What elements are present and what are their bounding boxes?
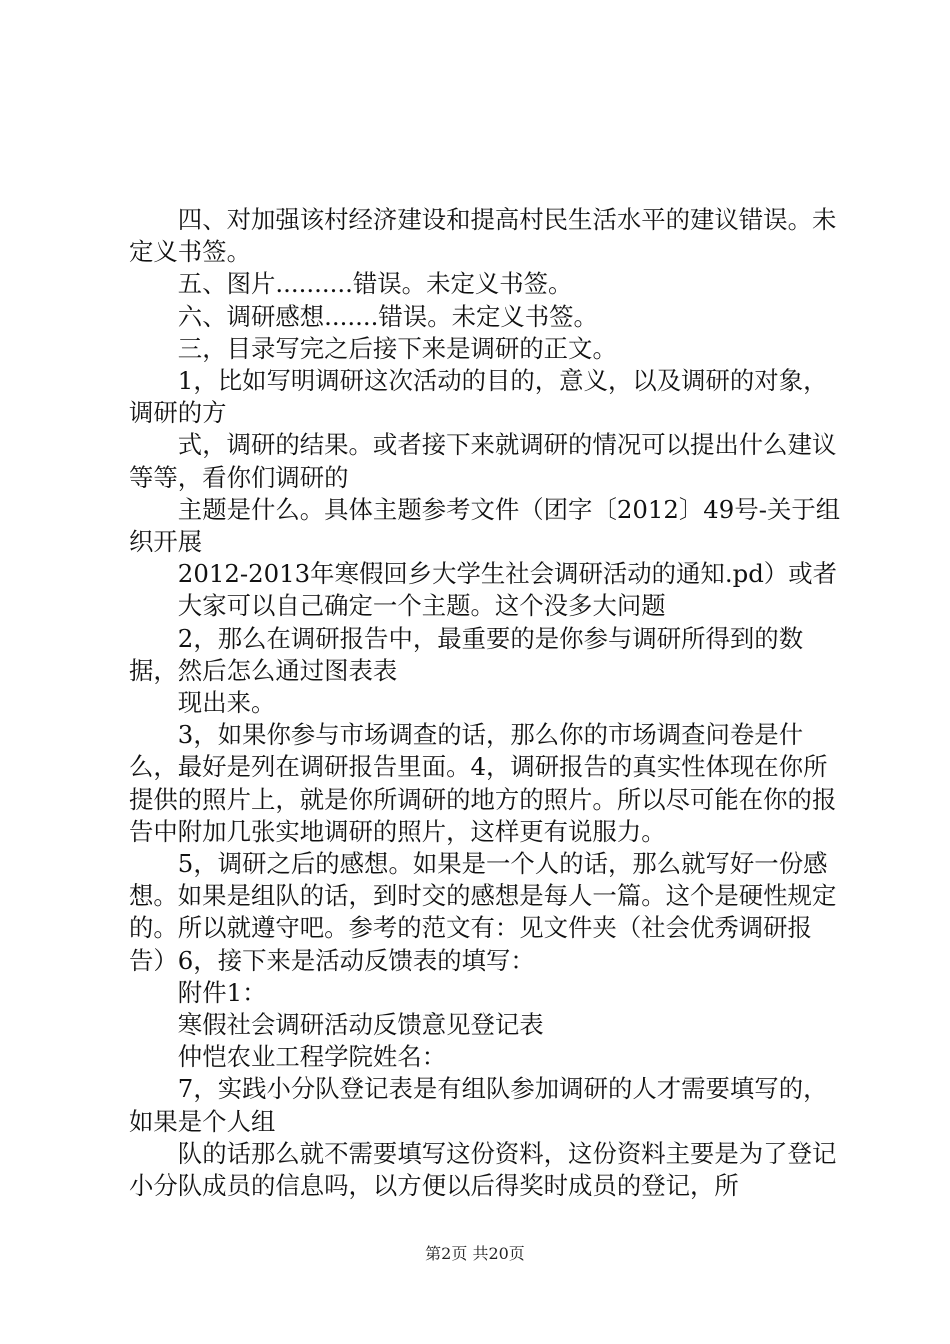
paragraph: 3，如果你参与市场调查的话，那么你的市场调查问卷是什么，最好是列在调研报告里面。4，调研报告的真实性体现在你所提供的照片上，就是你所调研的地方的照片。所以尽可能在你的报告中附加几张实地调研的照片，这样更有说服力。	[129, 720, 837, 846]
paragraph: 六、调研感想.......错误。未定义书签。	[177, 301, 598, 331]
paragraph: 三，目录写完之后接下来是调研的正文。	[177, 333, 617, 363]
paragraph: 1，比如写明调研这次活动的目的，意义，以及调研的对象，调研的方	[129, 366, 828, 428]
paragraph: 主题是什么。具体主题参考文件（团字〔2012〕49号-关于组织开展	[129, 494, 841, 557]
paragraph: 大家可以自己确定一个主题。这个没多大问题	[177, 591, 666, 621]
paragraph: 仲恺农业工程学院姓名：	[177, 1042, 447, 1072]
paragraph: 7，实践小分队登记表是有组队参加调研的人才需要填写的，如果是个人组	[129, 1074, 828, 1136]
paragraph: 四、对加强该村经济建设和提高村民生活水平的建议错误。未定义书签。	[129, 205, 837, 267]
paragraph: 2012-2013年寒假回乡大学生社会调研活动的通知.pd）或者	[177, 559, 837, 589]
paragraph: 2，那么在调研报告中，最重要的是你参与调研所得到的数据，然后怎么通过图表表	[129, 623, 804, 685]
paragraph: 5，调研之后的感想。如果是一个人的话，那么就写好一份感想。如果是组队的话，到时交的感想是每人一篇。这个是硬性规定的。所以就遵守吧。参考的范文有：见文件夹（社会优秀调研报告）6，接下来是活动反馈表的填写：	[129, 849, 837, 975]
paragraph: 寒假社会调研活动反馈意见登记表	[177, 1010, 544, 1040]
document-body	[129, 204, 841, 1202]
page-number-footer: 第2页 共20页	[425, 1244, 525, 1263]
paragraph: 式，调研的结果。或者接下来就调研的情况可以提出什么建议等等，看你们调研的	[129, 430, 837, 492]
paragraph: 队的话那么就不需要填写这份资料，这份资料主要是为了登记小分队成员的信息吗，以方便以后得奖时成员的登记，所	[129, 1138, 837, 1201]
paragraph: 附件1：	[177, 977, 267, 1007]
paragraph: 现出来。	[177, 688, 276, 718]
paragraph: 五、图片..........错误。未定义书签。	[177, 269, 573, 299]
